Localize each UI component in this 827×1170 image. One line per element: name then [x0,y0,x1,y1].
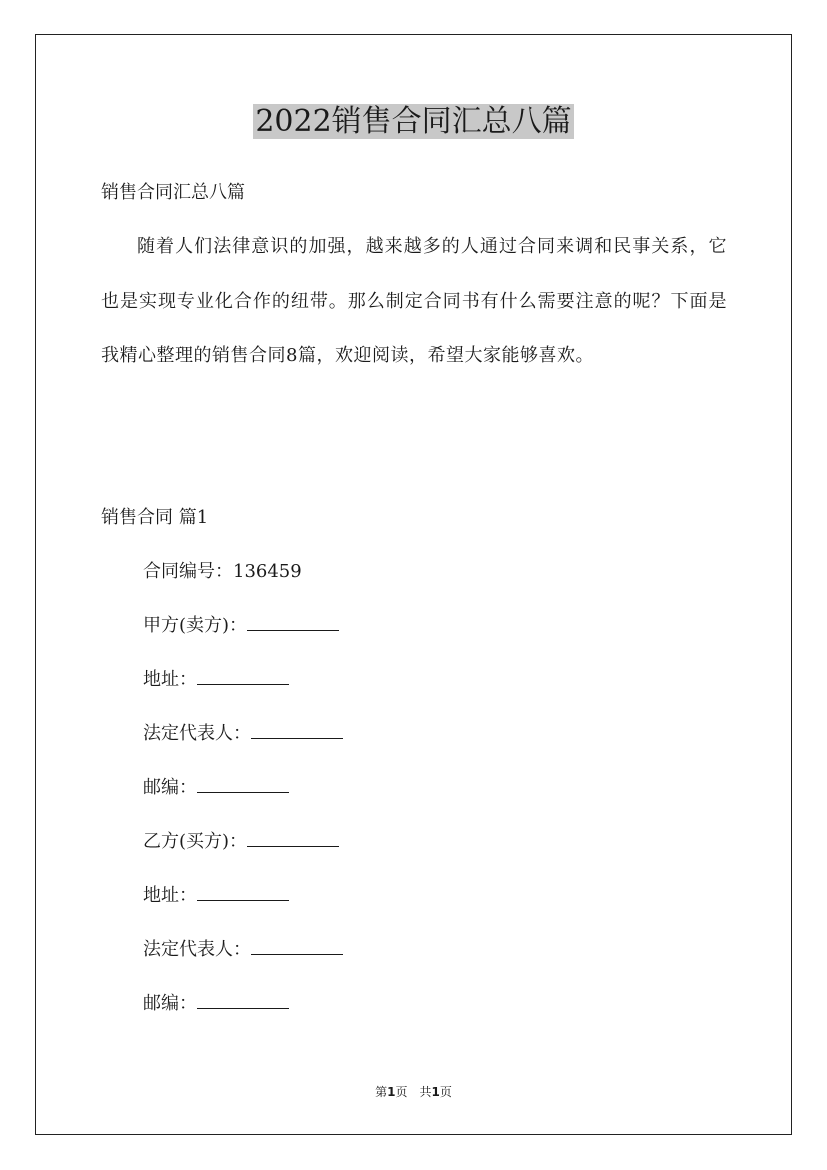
field-label: 甲方(卖方)： [143,615,248,636]
field-label: 法定代表人： [143,723,251,744]
fill-in-blank [247,828,339,847]
fill-in-blank [197,774,289,793]
field-label: 合同编号：136459 [143,561,302,582]
fill-in-blank [197,666,289,685]
party-a-address-field [143,665,343,719]
party-a-legal-rep-field [143,719,343,773]
contract-number [143,557,343,611]
total-suffix: 页 [439,1085,452,1099]
fill-in-blank [247,612,339,631]
party-b-postcode-field [143,989,343,1043]
document-subtitle: 销售合同汇总八篇 [101,182,245,203]
section-heading: 销售合同 篇1 [101,507,209,528]
field-label: 地址： [143,669,197,690]
party-a-seller-field [143,611,343,665]
fill-in-blank [197,882,289,901]
fill-in-blank [197,990,289,1009]
field-label: 邮编： [143,993,197,1014]
fill-in-blank [251,720,343,739]
total-pages: 1 [431,1085,440,1099]
party-a-postcode-field [143,773,343,827]
total-prefix: 共 [419,1085,432,1099]
field-label: 乙方(买方)： [143,831,248,852]
document-title-text: 2022销售合同汇总八篇 [255,104,572,139]
page-prefix: 第 [375,1085,388,1099]
page-footer [0,1083,827,1101]
party-b-buyer-field [143,827,343,881]
party-b-address-field [143,881,343,935]
contract-field-list [143,557,343,1043]
page-suffix: 页 [395,1085,408,1099]
field-label: 邮编： [143,777,197,798]
intro-paragraph: 随着人们法律意识的加强，越来越多的人通过合同来调和民事关系，它也是实现专业化合作的纽带。那么制定合同书有什么需要注意的呢？下面是我精心整理的销售合同8篇，欢迎阅读，希望大家能够喜欢。 [101,236,727,366]
party-b-legal-rep-field [143,935,343,989]
page-number: 1 [387,1085,396,1099]
field-label: 法定代表人： [143,939,251,960]
field-label: 地址： [143,885,197,906]
fill-in-blank [251,936,343,955]
document-title [0,100,827,144]
